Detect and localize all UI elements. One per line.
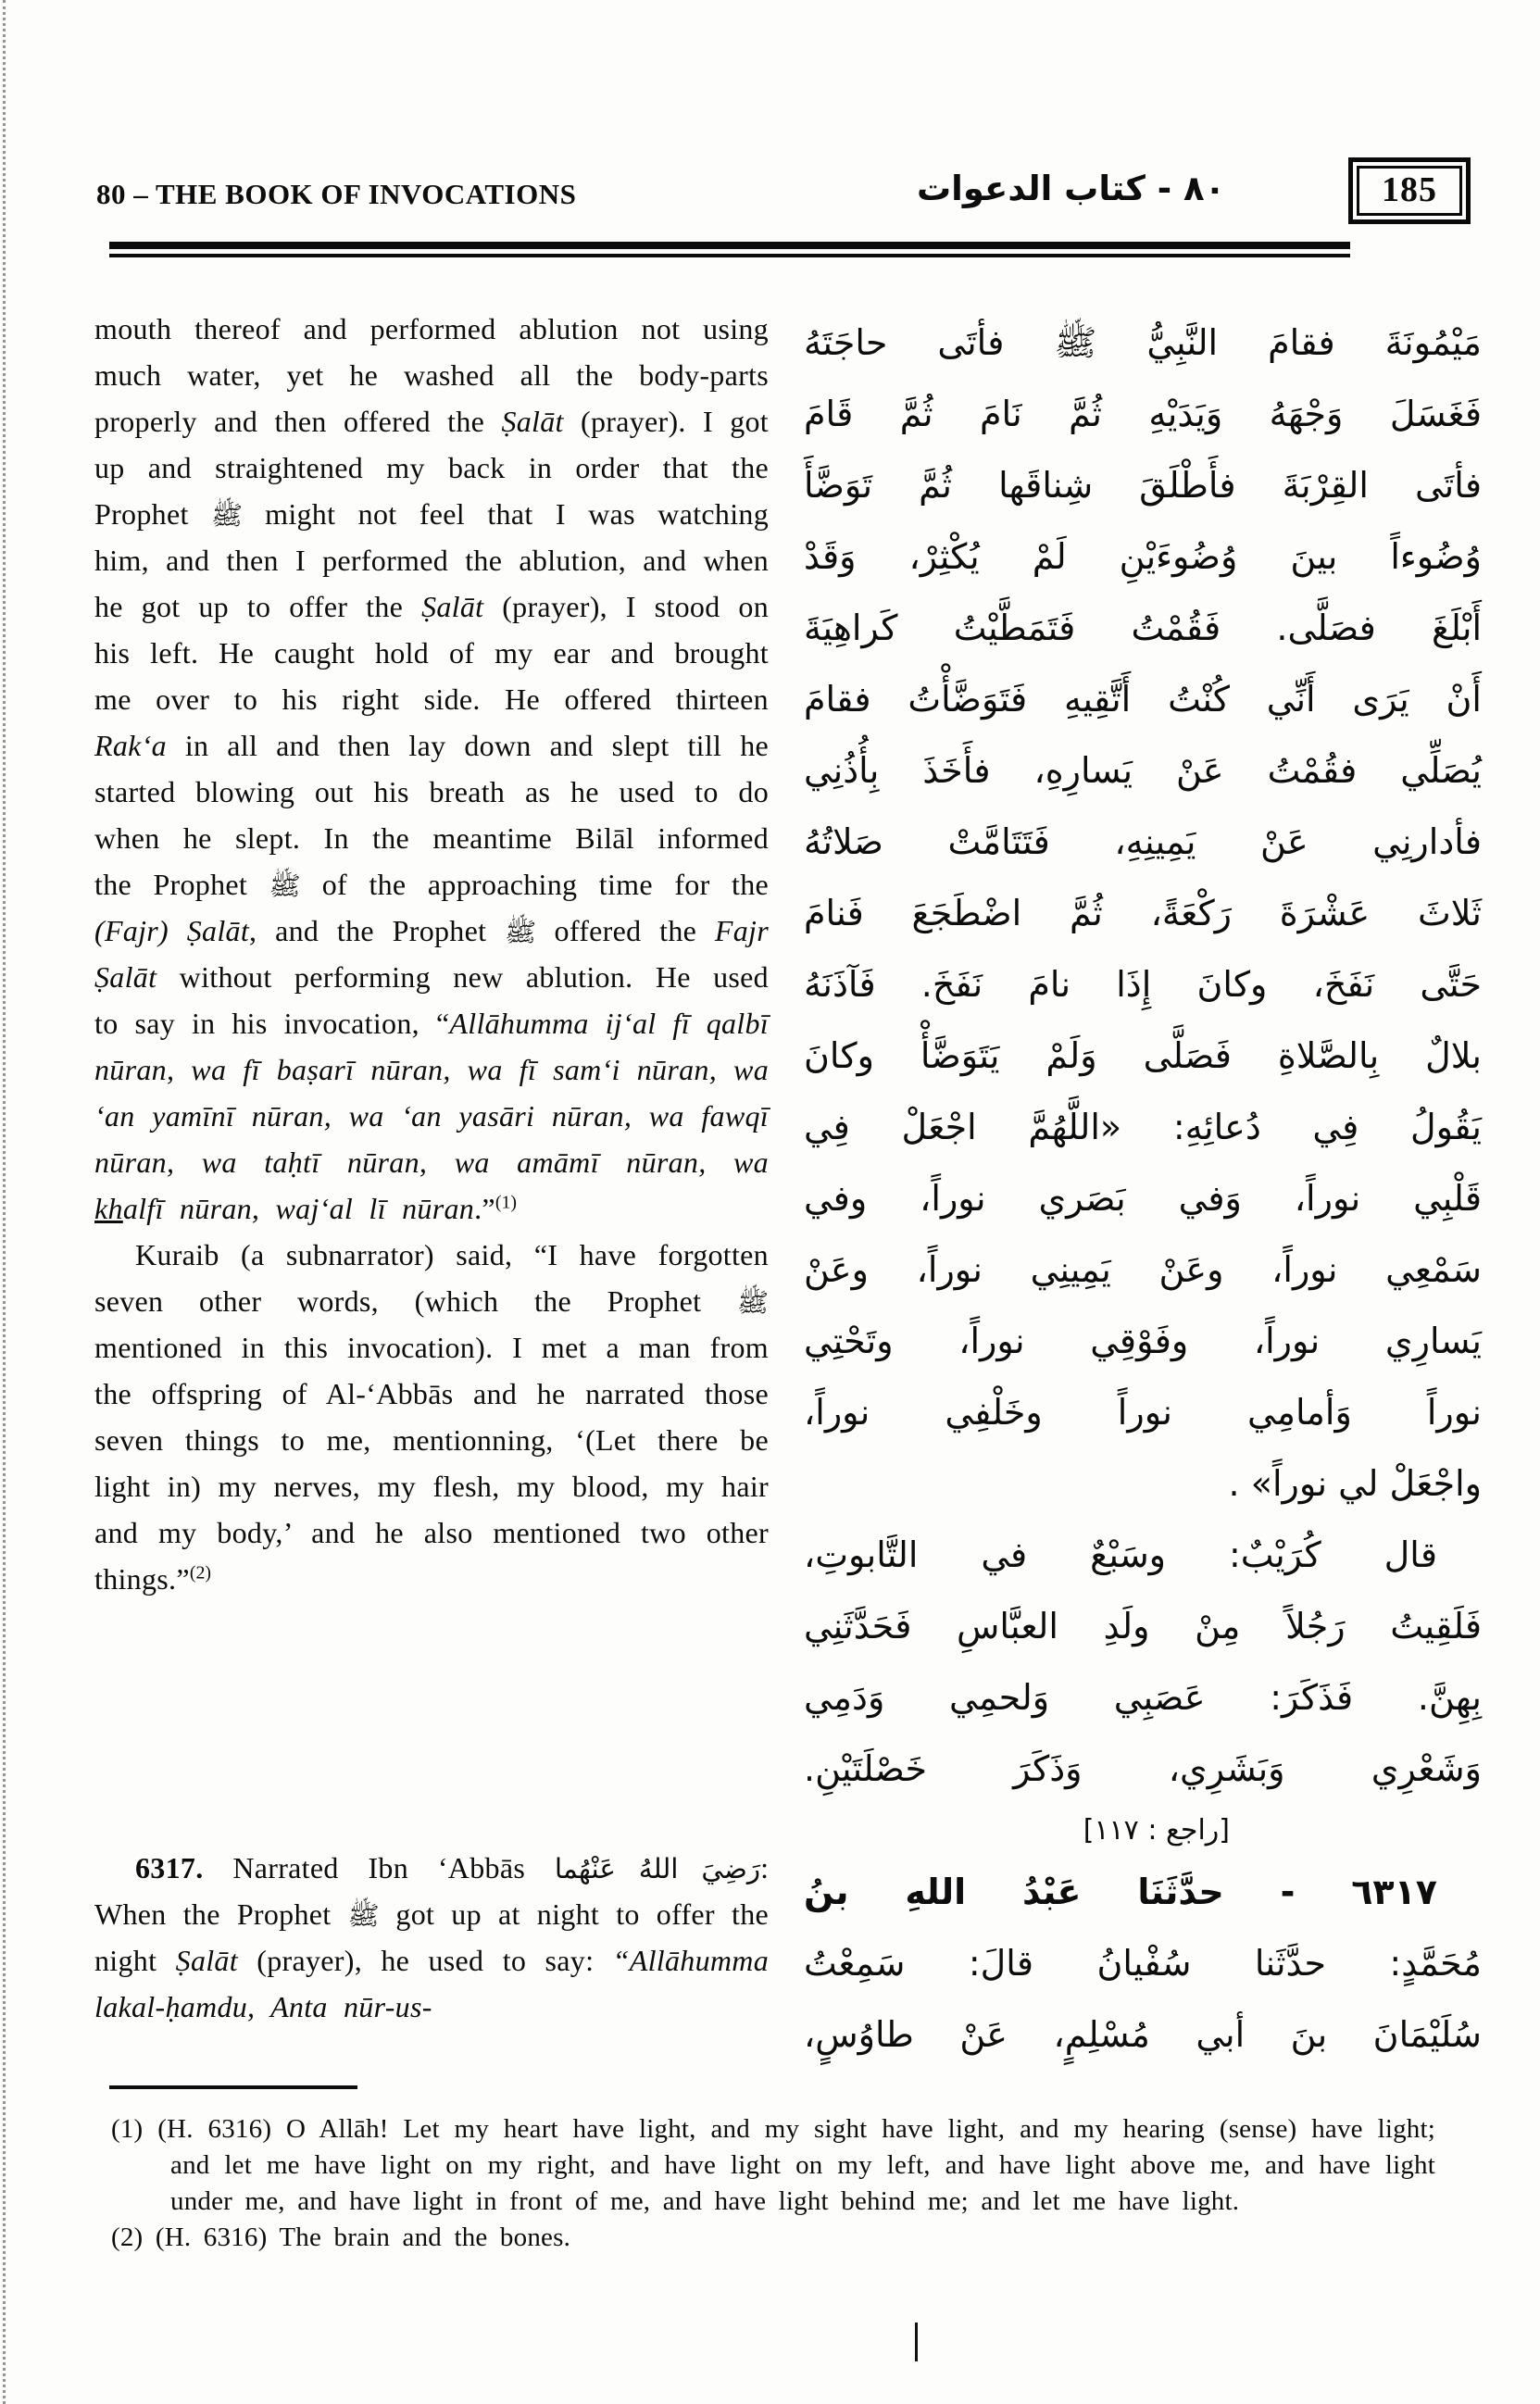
radi-allahu-anhuma: رَضِيَ اللهُ عَنْهُما [554, 1853, 761, 1884]
cross-reference-note: [راجع : ١١٧] [1083, 1814, 1230, 1847]
arabic-line: يَقُولُ فِي دُعائِهِ: «اللَّهُمَّ اجْعَلْ فِي [804, 1107, 1482, 1147]
header-divider [109, 242, 1350, 257]
arabic-line: حَتَّى نَفَخَ، وكانَ إِذَا نامَ نَفَخَ. فَآذَنَهُ [804, 964, 1482, 1005]
text-run: (Fajr) Ṣalāt [94, 914, 250, 947]
page-number: 185 [1357, 166, 1462, 216]
text-run: , and the Prophet [249, 914, 506, 947]
text-run: mouth thereof and performed ablution not using much water, yet he washed all the body-parts properly and then offered the [94, 312, 769, 438]
text-run: Kuraib (a subnarrator) said, “I have forgotten seven other words, (which the Prophet [94, 1238, 769, 1318]
arabic-line: مَيْمُونَةَ فقامَ النَّبِيُّ ﷺ فأتَى حاجَتَهُ [804, 322, 1482, 363]
saw-symbol: ﷺ [505, 917, 537, 947]
arabic-isnad-line: مُحَمَّدٍ: حدَّثَنا سُفْيانُ قالَ: سَمِعْتُ [804, 1943, 1482, 1984]
arabic-line: أَبْلَغَ فصَلَّى. فَقُمْتُ فَتَمَطَّيْتُ كَراهِيَةَ [804, 607, 1482, 648]
footnote-label: (1) [111, 2114, 158, 2144]
text-run: “Allāhumma lakal-ḥamdu, Anta nūr-us- [94, 1944, 769, 2023]
footnote-divider [109, 2085, 357, 2089]
arabic-line: بِهِنَّ. فَذَكَرَ: عَصَبِي وَلحمِي وَدَمِي [804, 1677, 1482, 1718]
text-run: Ṣalāt [501, 405, 564, 438]
text-run: Allāhumma ij‘al fī qalbī nūran, wa fī baṣarī nūran, wa fī sam‘i nūran, wa ‘an yamīnī nūran, wa ‘an yasāri nūran, wa fawqī nūran, wa taḥtī nūran, wa amāmī nūran, wa [94, 1007, 769, 1179]
text-run: (prayer). I got up and straightened my back in order that the Prophet [94, 405, 769, 531]
footnote-label: (2) [111, 2222, 156, 2252]
text-run: of the approaching time for the [300, 868, 769, 901]
text-run: kh [94, 1192, 123, 1225]
arabic-line: أَنْ يَرَى أَنِّي كُنْتُ أَتَّقِيهِ فَتَوَضَّأْتُ فقامَ [804, 679, 1482, 720]
arabic-line: يُصَلِّي فقُمْتُ عَنْ يَسارِهِ، فأَخَذَ بِأُذُنِي [804, 750, 1482, 791]
saw-symbol: ﷺ [347, 1900, 380, 1931]
arabic-line: نوراً وَأمامِي نوراً وخَلْفِي نوراً، [804, 1392, 1482, 1433]
text-run: (prayer), I stood on his left. He caught hold of my ear and brought me over to his right side. He offered thirteen [94, 590, 769, 716]
english-paragraph-hadith-6316 [94, 306, 769, 1232]
arabic-line: وَشَعْرِي وَبَشَرِي، وَذَكَرَ خَصْلَتَيْنِ. [804, 1748, 1482, 1789]
page-number-box [1348, 157, 1471, 224]
footnote-ref-1: (1) [495, 1192, 517, 1213]
saw-symbol: ﷺ [211, 500, 244, 531]
arabic-line: سَمْعِي نوراً، وعَنْ يَمِينِي نوراً، وعَنْ [804, 1249, 1482, 1290]
scan-bottom-mark [915, 2323, 918, 2361]
header-divider-thick-line [109, 242, 1350, 249]
text-run: 6317. [135, 1851, 204, 1884]
text-run: Fajr Ṣalāt [94, 914, 769, 994]
text-run: mentioned in this invocation). I met a man from the offspring of Al-‘Abbās and he narrated those seven things to me, mentionning, ‘(Let there be light in) my nerves, my flesh, my blood, my hair and my body,’ and he also mentioned two other things.” [94, 1331, 769, 1596]
arabic-line: ثَلاثَ عَشْرَةَ رَكْعَةً، ثُمَّ اضْطَجَعَ فَنامَ [804, 893, 1482, 933]
arabic-hadith-6317-number-line: ٦٣١٧ - حدَّثَنَا عَبْدُ اللهِ بنُ [804, 1872, 1437, 1912]
footnote-ref-2: (2) [189, 1562, 211, 1584]
arabic-column [804, 307, 1482, 2071]
text-run: Rak‘a [94, 729, 167, 762]
chapter-title-arabic: ٨٠ - كتاب الدعوات [917, 169, 1226, 208]
text-run: Ṣalāt [421, 590, 484, 623]
arabic-line: فأدارنِي عَنْ يَمِينِهِ، فَتَتَامَّتْ صَلاتُهُ [804, 821, 1482, 862]
arabic-line: فَغَسَلَ وَجْهَهُ وَيَدَيْهِ ثُمَّ نَامَ ثُمَّ قَامَ [804, 394, 1482, 434]
text-run: offered the [536, 914, 715, 947]
text-run: might not feel that I was watching him, and then I performed the ablution, and when he got up to offer the [94, 497, 769, 623]
english-column [94, 306, 769, 2023]
saw-symbol: ﷺ [736, 1287, 769, 1318]
text-run: got up at night to offer the night [94, 1897, 769, 1977]
header-divider-thin-line [109, 254, 1350, 257]
footnote-2 [111, 2220, 1435, 2256]
arabic-line-kuraib: قال كُرَيْبٌ: وسَبْعٌ في التَّابوتِ، [804, 1534, 1437, 1575]
arabic-line: قَلْبِي نوراً، وَفي بَصَري نوراً، وفي [804, 1178, 1482, 1219]
saw-symbol: ﷺ [269, 870, 301, 901]
text-run: (H. 6316) The brain and the bones. [155, 2222, 571, 2252]
text-run: without performing new ablution. He used to say in his invocation, “ [94, 960, 769, 1040]
arabic-line: وُضُوءاً بينَ وُضُوءَيْنِ لَمْ يُكْثِرْ، وَقَدْ [804, 536, 1482, 577]
arabic-line: يَسارِي نوراً، وفَوْقِي نوراً، وتَحْتِي [804, 1321, 1482, 1361]
text-run: Narrated Ibn ‘Abbās [203, 1851, 555, 1884]
scan-edge-artifact [3, 0, 6, 2404]
arabic-isnad-line: سُلَيْمَانَ بنَ أبي مُسْلِمٍ، عَنْ طاوُسٍ، [804, 2014, 1482, 2055]
footnote-1 [111, 2111, 1435, 2220]
text-run: in all and then lay down and slept till he started blowing out his breath as he used to do when he slept. In the meantime Bilāl informed the Prophet [94, 729, 769, 901]
chapter-title-english: 80 – THE BOOK OF INVOCATIONS [96, 178, 577, 210]
english-paragraph-kuraib [94, 1232, 769, 1602]
text-run: .” [474, 1192, 495, 1225]
arabic-line: واجْعَلْ لي نوراً» . [1228, 1463, 1482, 1504]
text-run: (prayer), he used to say: [237, 1944, 613, 1977]
text-run: Ṣalāt [175, 1944, 238, 1977]
arabic-line: فأتَى القِرْبَةَ فأَطْلَقَ شِناقَها ثُمَّ تَوَضَّأَ [804, 465, 1482, 506]
arabic-line: بلالٌ بِالصَّلاةِ فَصَلَّى وَلَمْ يَتَوَضَّأْ وكانَ [804, 1035, 1482, 1076]
text-run: : When the Prophet [94, 1851, 769, 1931]
footnotes-section [111, 2111, 1435, 2256]
english-paragraph-hadith-6317 [94, 1845, 769, 2030]
text-run: (H. 6316) O Allāh! Let my heart have light, and my sight have light, and my hearing (sense) have light; and let me have light on my right, and have light on my left, and have light above me, and have light under me, and have light in front of me, and have light behind me; and let me have light. [157, 2114, 1435, 2216]
text-run: alfī nūran, waj‘al lī nūran [122, 1192, 475, 1225]
arabic-line: فَلَقِيتُ رَجُلاً مِنْ ولَدِ العبَّاسِ فَحَدَّثَنِي [804, 1606, 1482, 1646]
